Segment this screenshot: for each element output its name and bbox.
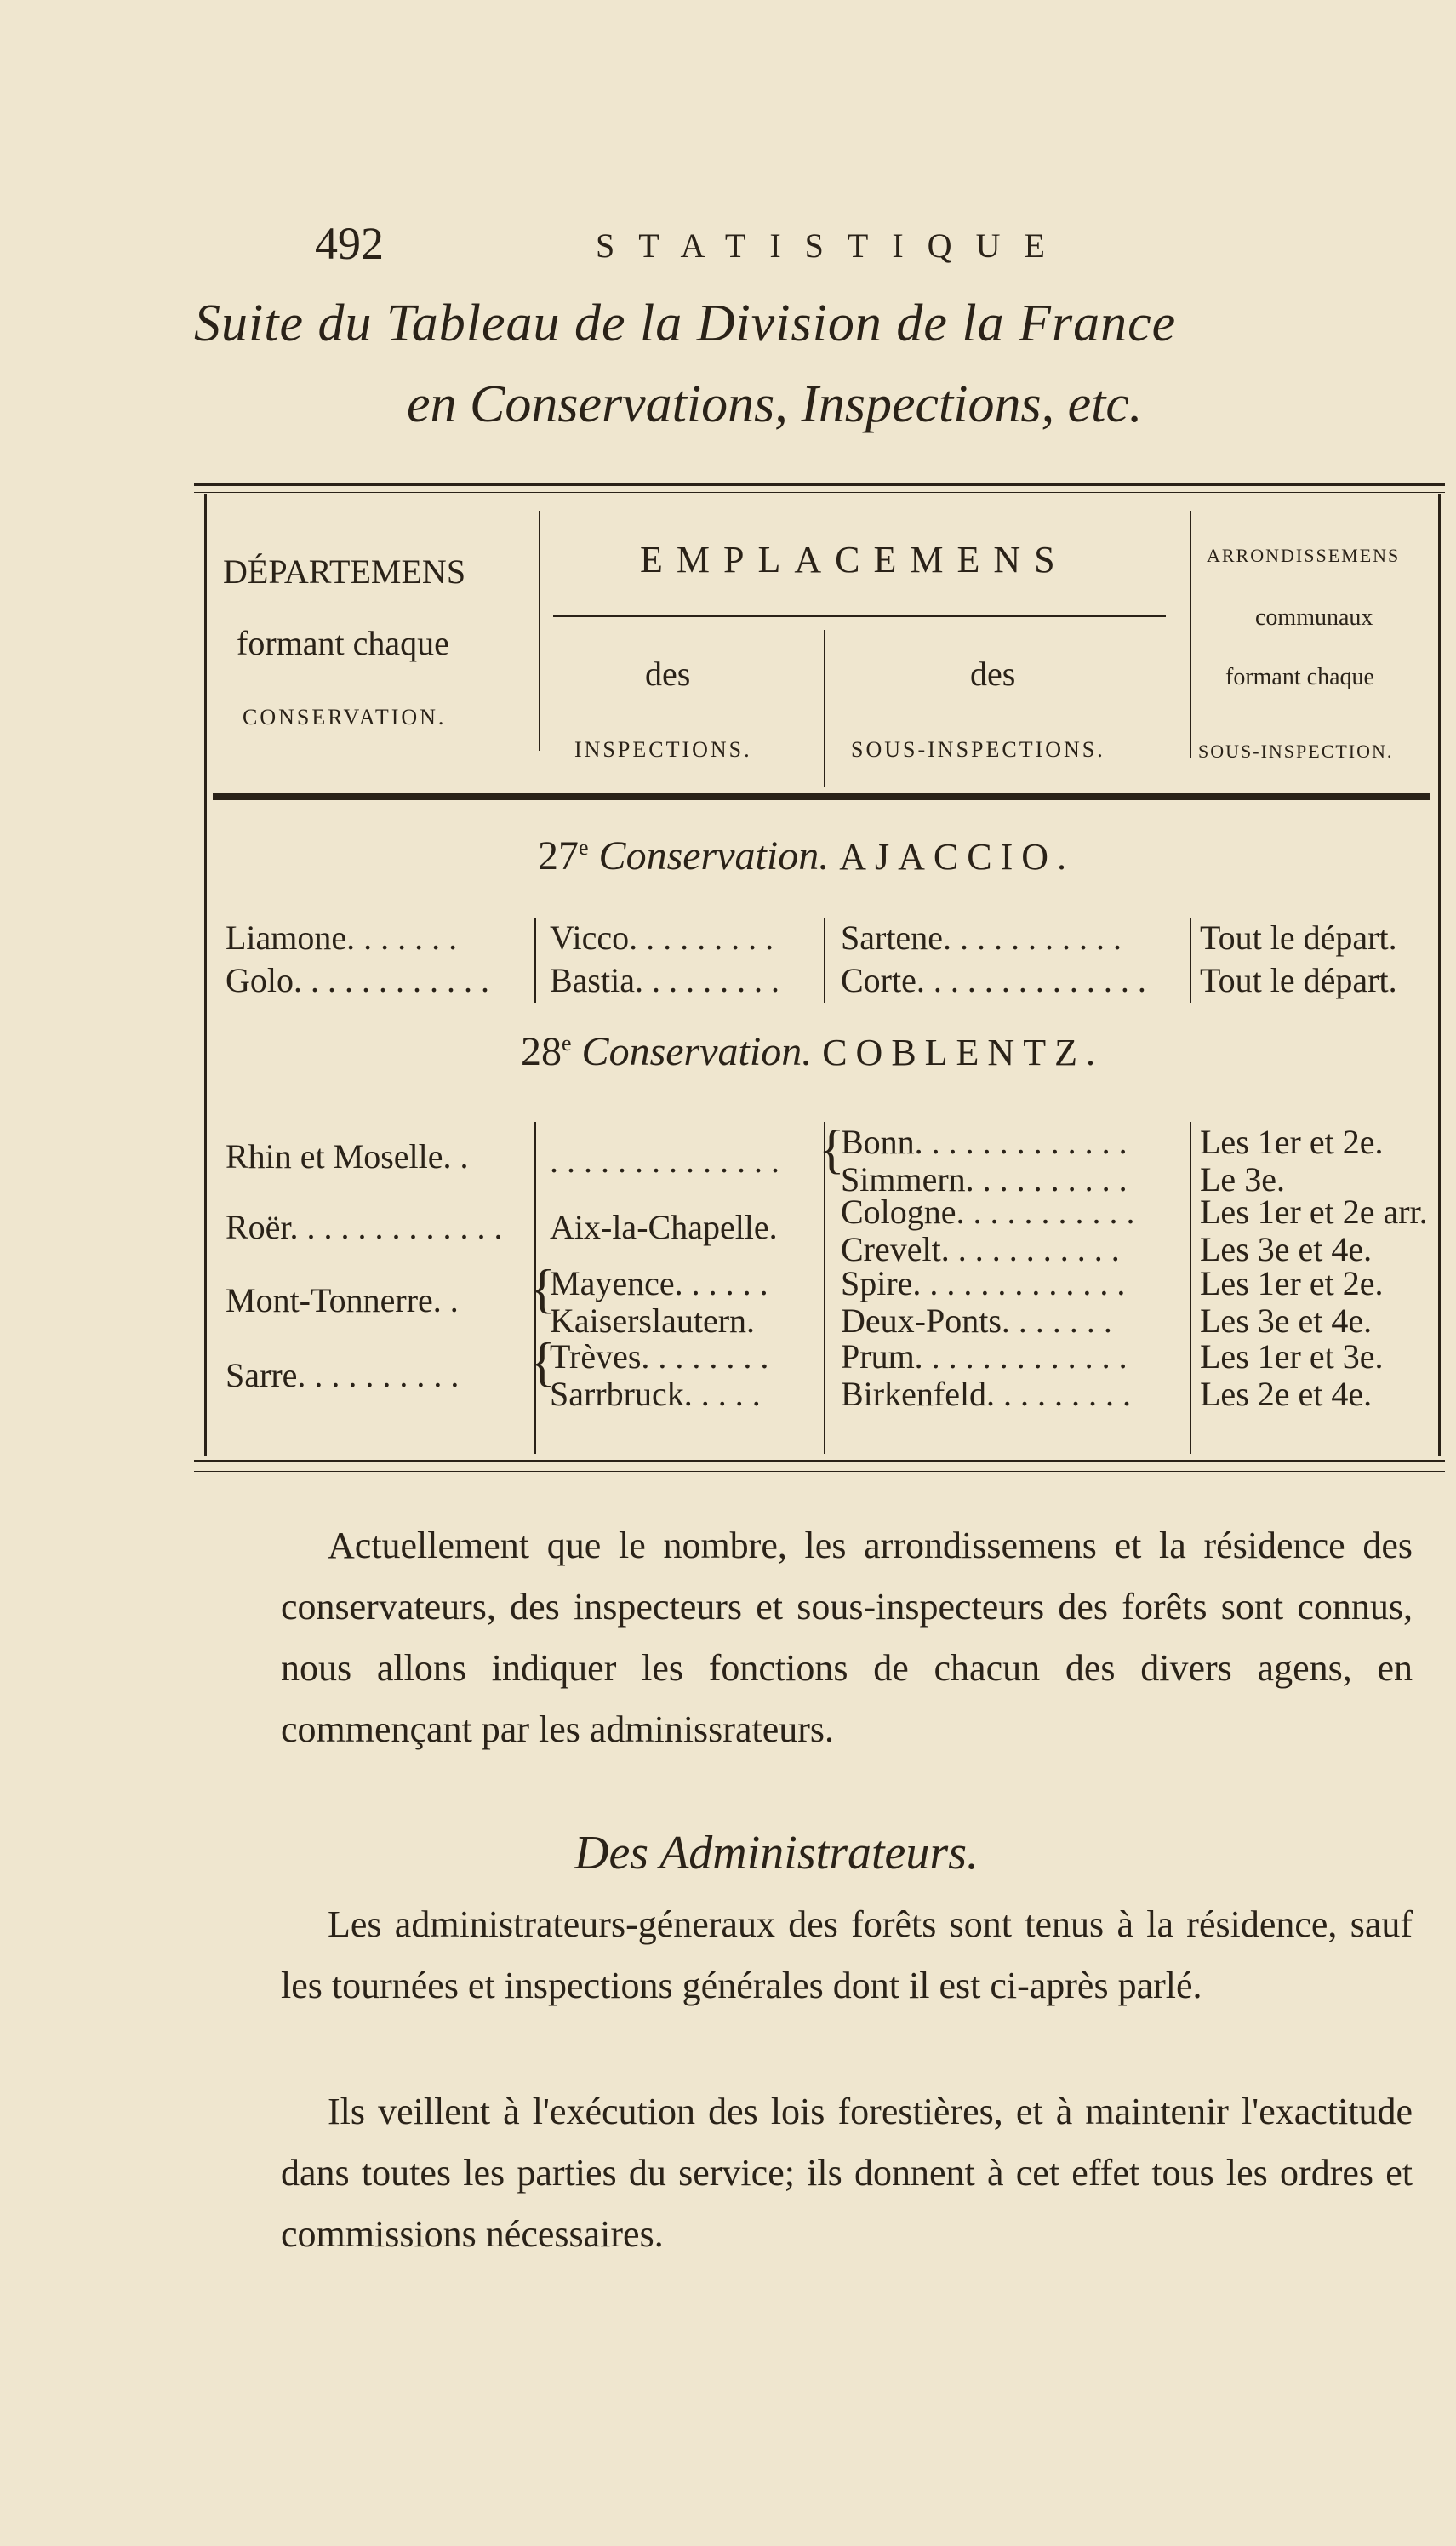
paragraph-3: Ils veillent à l'exécution des lois forestières, et à maintenir l'exactitude dans toutes les parties du service; ils donnent à cet effet tous les ordres et commissions nécessaires. xyxy=(281,2091,1413,2255)
prum-arr: Les 1er et 3e. xyxy=(1200,1337,1384,1376)
conservation-27-heading xyxy=(538,832,1075,879)
conservation-27-city: AJACCIO. xyxy=(839,836,1075,878)
spire-arr: Les 1er et 2e. xyxy=(1200,1264,1384,1302)
rhin-dept: Rhin et Moselle. . xyxy=(226,1137,469,1176)
running-head: STATISTIQUE xyxy=(596,226,1069,265)
c27-row1-insp: Vicco. . . . . . . . . xyxy=(550,918,774,957)
roer-insp: Aix-la-Chapelle. xyxy=(550,1208,778,1246)
paragraph-2: Les administrateurs-géneraux des forêts sont tenus à la résidence, sauf les tournées et inspections générales dont il est ci-après parlé. xyxy=(281,1903,1413,2006)
cologne: Cologne. . . . . . . . . . . xyxy=(841,1193,1135,1231)
prum: Prum. . . . . . . . . . . . . xyxy=(841,1337,1128,1376)
paragraph-1: Actuellement que le nombre, les arrondissemens et la résidence des conservateurs, des inspecteurs et sous-inspecteurs des forêts sont connus, nous allons indiquer les fonctions de chacun des divers agens, en commençant par les adminissrateurs. xyxy=(281,1525,1413,1750)
table-right-rule xyxy=(1438,494,1441,1456)
conservation-28-city: COBLENTZ. xyxy=(822,1032,1104,1073)
rhin-insp: . . . . . . . . . . . . . . xyxy=(550,1141,779,1180)
conservation-27-label: Conservation. xyxy=(598,833,830,878)
c27-row2-insp: Bastia. . . . . . . . . xyxy=(550,961,779,999)
crevelt-arr: Les 3e et 4e. xyxy=(1200,1230,1373,1268)
table-left-rule xyxy=(204,494,207,1456)
header-des-inspections: des xyxy=(645,655,691,693)
table-top-rule xyxy=(194,483,1445,486)
header-arr-formant-chaque: formant chaque xyxy=(1225,664,1374,690)
mont-dept: Mont-Tonnerre. . xyxy=(226,1281,459,1319)
mayence: Mayence. . . . . . xyxy=(550,1264,768,1302)
conservation-27-ordinal: 27 xyxy=(538,833,579,878)
kaiserslautern: Kaiserslautern. xyxy=(550,1302,756,1340)
c27-row2-sous: Corte. . . . . . . . . . . . . . xyxy=(841,961,1146,999)
header-col-sep-2 xyxy=(824,630,825,787)
treves: Trèves. . . . . . . . xyxy=(550,1337,769,1376)
deux-ponts: Deux-Ponts. . . . . . . xyxy=(841,1302,1112,1340)
header-bottom-rule xyxy=(213,793,1430,800)
table-bottom-rule xyxy=(194,1460,1445,1462)
header-sous-inspection: SOUS-INSPECTION. xyxy=(1198,741,1394,762)
c27-row2-dept: Golo. . . . . . . . . . . . xyxy=(226,961,489,999)
simmern-arr: Le 3e. xyxy=(1200,1160,1285,1199)
simmern: Simmern. . . . . . . . . . xyxy=(841,1160,1128,1199)
emplacemens-brace xyxy=(553,615,1166,617)
table-top-rule-thin xyxy=(194,492,1445,493)
header-inspections: INSPECTIONS. xyxy=(574,737,752,762)
c27-row2-arr: Tout le départ. xyxy=(1200,961,1397,999)
header-des-sous: des xyxy=(970,655,1016,693)
page-number: 492 xyxy=(315,218,384,269)
cologne-arr: Les 1er et 2e arr. xyxy=(1200,1193,1428,1231)
table-title-line-1: Suite du Tableau de la Division de la France xyxy=(194,295,1177,352)
section-title: Des Administrateurs. xyxy=(574,1827,979,1879)
brace-mayence: { xyxy=(529,1258,556,1319)
conservation-28-label: Conservation. xyxy=(581,1029,813,1074)
deux-ponts-arr: Les 3e et 4e. xyxy=(1200,1302,1373,1340)
bonn-arr: Les 1er et 2e. xyxy=(1200,1123,1384,1161)
sarrbruck: Sarrbruck. . . . . xyxy=(550,1375,761,1413)
conservation-28-ordinal: 28 xyxy=(521,1029,562,1074)
birkenfeld-arr: Les 2e et 4e. xyxy=(1200,1375,1373,1413)
sarre-dept: Sarre. . . . . . . . . . xyxy=(226,1356,460,1394)
header-departemens: DÉPARTEMENS xyxy=(223,552,466,591)
header-col-sep-3 xyxy=(1190,511,1191,758)
header-sous-inspections: SOUS-INSPECTIONS. xyxy=(851,737,1105,762)
c27-row1-dept: Liamone. . . . . . . xyxy=(226,918,458,957)
birkenfeld: Birkenfeld. . . . . . . . . xyxy=(841,1375,1132,1413)
c27-sep-1 xyxy=(534,918,536,1003)
header-arrondissemens: ARRONDISSEMENS xyxy=(1207,545,1401,566)
brace-bonn: { xyxy=(819,1119,845,1179)
spire: Spire. . . . . . . . . . . . . xyxy=(841,1264,1126,1302)
brace-treves: { xyxy=(529,1331,556,1392)
conservation-28-sup: e xyxy=(562,1031,572,1056)
c27-sep-3 xyxy=(1190,918,1191,1003)
roer-dept: Roër. . . . . . . . . . . . . xyxy=(226,1208,503,1246)
table-bottom-rule-thin xyxy=(194,1471,1445,1472)
conservation-28-heading xyxy=(521,1028,1104,1075)
header-col-sep-1 xyxy=(539,511,540,751)
header-formant-chaque: formant chaque xyxy=(237,624,449,662)
c27-sep-2 xyxy=(824,918,825,1003)
c28-sep-3 xyxy=(1190,1122,1191,1454)
header-emplacemens: EMPLACEMENS xyxy=(640,539,1069,581)
header-conservation: CONSERVATION. xyxy=(243,705,447,729)
c27-row1-arr: Tout le départ. xyxy=(1200,918,1397,957)
crevelt: Crevelt. . . . . . . . . . . xyxy=(841,1230,1120,1268)
c27-row1-sous: Sartene. . . . . . . . . . . xyxy=(841,918,1122,957)
bonn: Bonn. . . . . . . . . . . . . xyxy=(841,1123,1128,1161)
header-communaux: communaux xyxy=(1255,604,1373,631)
conservation-27-sup: e xyxy=(579,835,589,860)
table-title-line-2: en Conservations, Inspections, etc. xyxy=(407,375,1143,433)
